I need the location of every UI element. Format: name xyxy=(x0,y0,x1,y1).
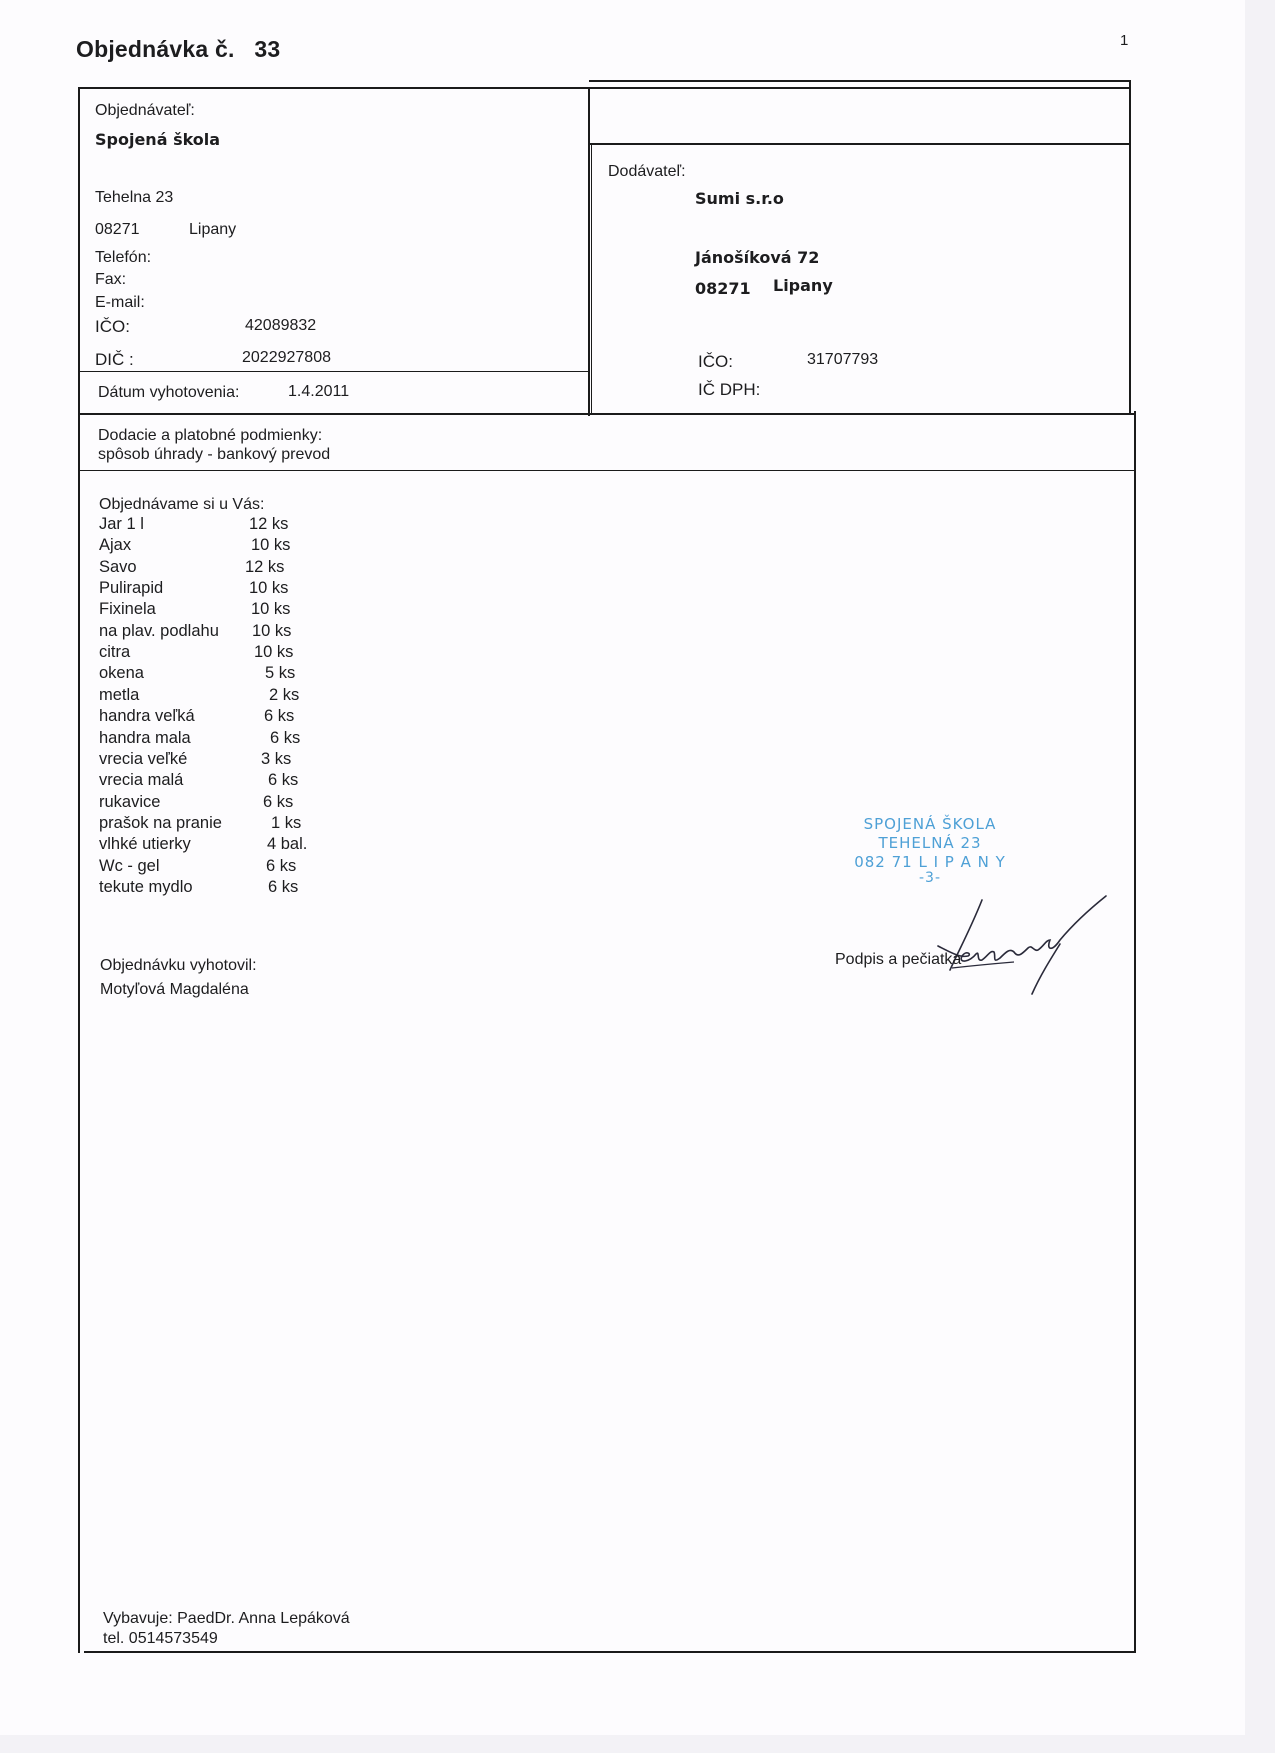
order-item-quantity: 10 ks xyxy=(252,621,292,640)
order-item-quantity: 5 ks xyxy=(265,664,296,683)
order-item-name: citra xyxy=(99,643,131,662)
order-item-name: vrecia malá xyxy=(99,771,184,790)
order-item-quantity: 10 ks xyxy=(251,536,291,555)
supplier-street: Jánošíková 72 xyxy=(695,248,820,267)
order-item-quantity: 10 ks xyxy=(249,579,289,598)
terms-value: spôsob úhrady - bankový prevod xyxy=(98,446,331,463)
order-item-name: Fixinela xyxy=(99,600,156,619)
supplier-inner-top-line xyxy=(589,143,1131,145)
orderer-dic-value: 2022927808 xyxy=(242,349,331,366)
frame-top-line xyxy=(78,87,1131,89)
orderer-postal-code: 08271 xyxy=(95,221,140,238)
handwritten-signature xyxy=(910,890,1130,1000)
order-item-name: handra veľká xyxy=(99,707,195,726)
order-item-name: Ajax xyxy=(99,536,132,555)
orderer-dic-label: DIČ : xyxy=(95,350,134,369)
handled-by-line: Vybavuje: PaedDr. Anna Lepáková xyxy=(103,1610,350,1627)
terms-bottom-line xyxy=(80,470,1134,471)
stamp-line-street: TEHELNÁ 23 xyxy=(878,834,982,852)
orderer-name: Spojená škola xyxy=(95,130,221,149)
frame-bottom-line xyxy=(84,1651,1136,1653)
orderer-ico-value: 42089832 xyxy=(245,317,317,334)
supplier-ico-label: IČO: xyxy=(698,352,733,371)
order-item-quantity: 6 ks xyxy=(263,792,294,811)
orderer-email-label: E-mail: xyxy=(95,294,145,311)
order-item-name: vlhké utierky xyxy=(99,835,191,854)
order-item-quantity: 10 ks xyxy=(254,643,294,662)
scan-edge xyxy=(1245,0,1275,1753)
stamp-line-school: SPOJENÁ ŠKOLA xyxy=(863,815,997,833)
supplier-label: Dodávateľ: xyxy=(608,163,686,180)
header-bottom-line xyxy=(80,413,1134,415)
order-item-quantity: 10 ks xyxy=(251,600,291,619)
page-number: 1 xyxy=(1120,32,1129,49)
stamp-line-number: -3- xyxy=(918,870,941,886)
orderer-city: Lipany xyxy=(189,221,237,238)
frame-right-line-lower xyxy=(1134,411,1136,1653)
orderer-ico-label: IČO: xyxy=(95,317,130,336)
order-item-quantity: 12 ks xyxy=(245,557,285,576)
order-intro: Objednávame si u Vás: xyxy=(99,496,265,513)
order-item-quantity: 1 ks xyxy=(271,813,302,832)
order-item-name: rukavice xyxy=(99,792,161,811)
orderer-phone-label: Telefón: xyxy=(95,249,152,266)
order-item-name: vrecia veľké xyxy=(99,749,188,768)
supplier-icdph-label: IČ DPH: xyxy=(698,380,761,399)
column-divider xyxy=(588,87,590,416)
order-item-quantity: 6 ks xyxy=(268,771,299,790)
date-top-line xyxy=(80,371,590,372)
stamp-line-city: 082 71 L I P A N Y xyxy=(854,853,1006,871)
handled-by-phone: tel. 0514573549 xyxy=(103,1630,218,1647)
order-item-name: handra mala xyxy=(99,728,191,747)
order-item-name: Jar 1 l xyxy=(99,515,144,533)
order-item-quantity: 2 ks xyxy=(269,685,300,704)
supplier-name: Sumi s.r.o xyxy=(695,189,784,208)
order-item-quantity: 4 bal. xyxy=(267,835,308,854)
order-item-name: na plav. podlahu xyxy=(99,621,219,640)
order-item-quantity: 6 ks xyxy=(266,856,297,875)
order-item-name: tekute mydlo xyxy=(99,877,193,896)
frame-left-line xyxy=(78,87,80,1653)
date-label: Dátum vyhotovenia: xyxy=(98,384,240,401)
order-item-name: okena xyxy=(99,664,144,683)
order-item-name: Wc - gel xyxy=(99,856,160,875)
order-item-name: Pulirapid xyxy=(99,579,164,598)
prepared-by-label: Objednávku vyhotovil: xyxy=(100,957,257,974)
order-item-name: prašok na pranie xyxy=(99,813,222,832)
title-label: Objednávka č. xyxy=(76,36,235,62)
supplier-ico-value: 31707793 xyxy=(807,351,879,368)
school-stamp xyxy=(820,815,1040,886)
order-item-quantity: 6 ks xyxy=(264,707,295,726)
terms-label: Dodacie a platobné podmienky: xyxy=(98,427,323,444)
prepared-by-name: Motyľová Magdaléna xyxy=(100,981,249,998)
order-item-quantity: 6 ks xyxy=(268,877,299,896)
orderer-fax-label: Fax: xyxy=(95,271,127,288)
supplier-city: Lipany xyxy=(773,276,833,295)
order-item-name: metla xyxy=(99,685,140,704)
orderer-street: Tehelna 23 xyxy=(95,189,174,206)
order-item-quantity: 6 ks xyxy=(270,728,301,747)
order-item-quantity: 3 ks xyxy=(261,749,292,768)
page-title xyxy=(76,36,280,63)
supplier-inner-left-line xyxy=(591,143,592,414)
supplier-postal-code: 08271 xyxy=(695,279,751,298)
signature-label: Podpis a pečiatka xyxy=(835,951,962,968)
scan-bottom-edge xyxy=(0,1735,1275,1753)
order-number: 33 xyxy=(254,36,281,62)
orderer-label: Objednávateľ: xyxy=(95,102,195,119)
order-item-name: Savo xyxy=(99,557,137,576)
supplier-top-line xyxy=(589,80,1131,82)
date-value: 1.4.2011 xyxy=(288,383,350,400)
order-item-quantity: 12 ks xyxy=(249,515,289,533)
frame-right-line-upper xyxy=(1129,81,1131,413)
